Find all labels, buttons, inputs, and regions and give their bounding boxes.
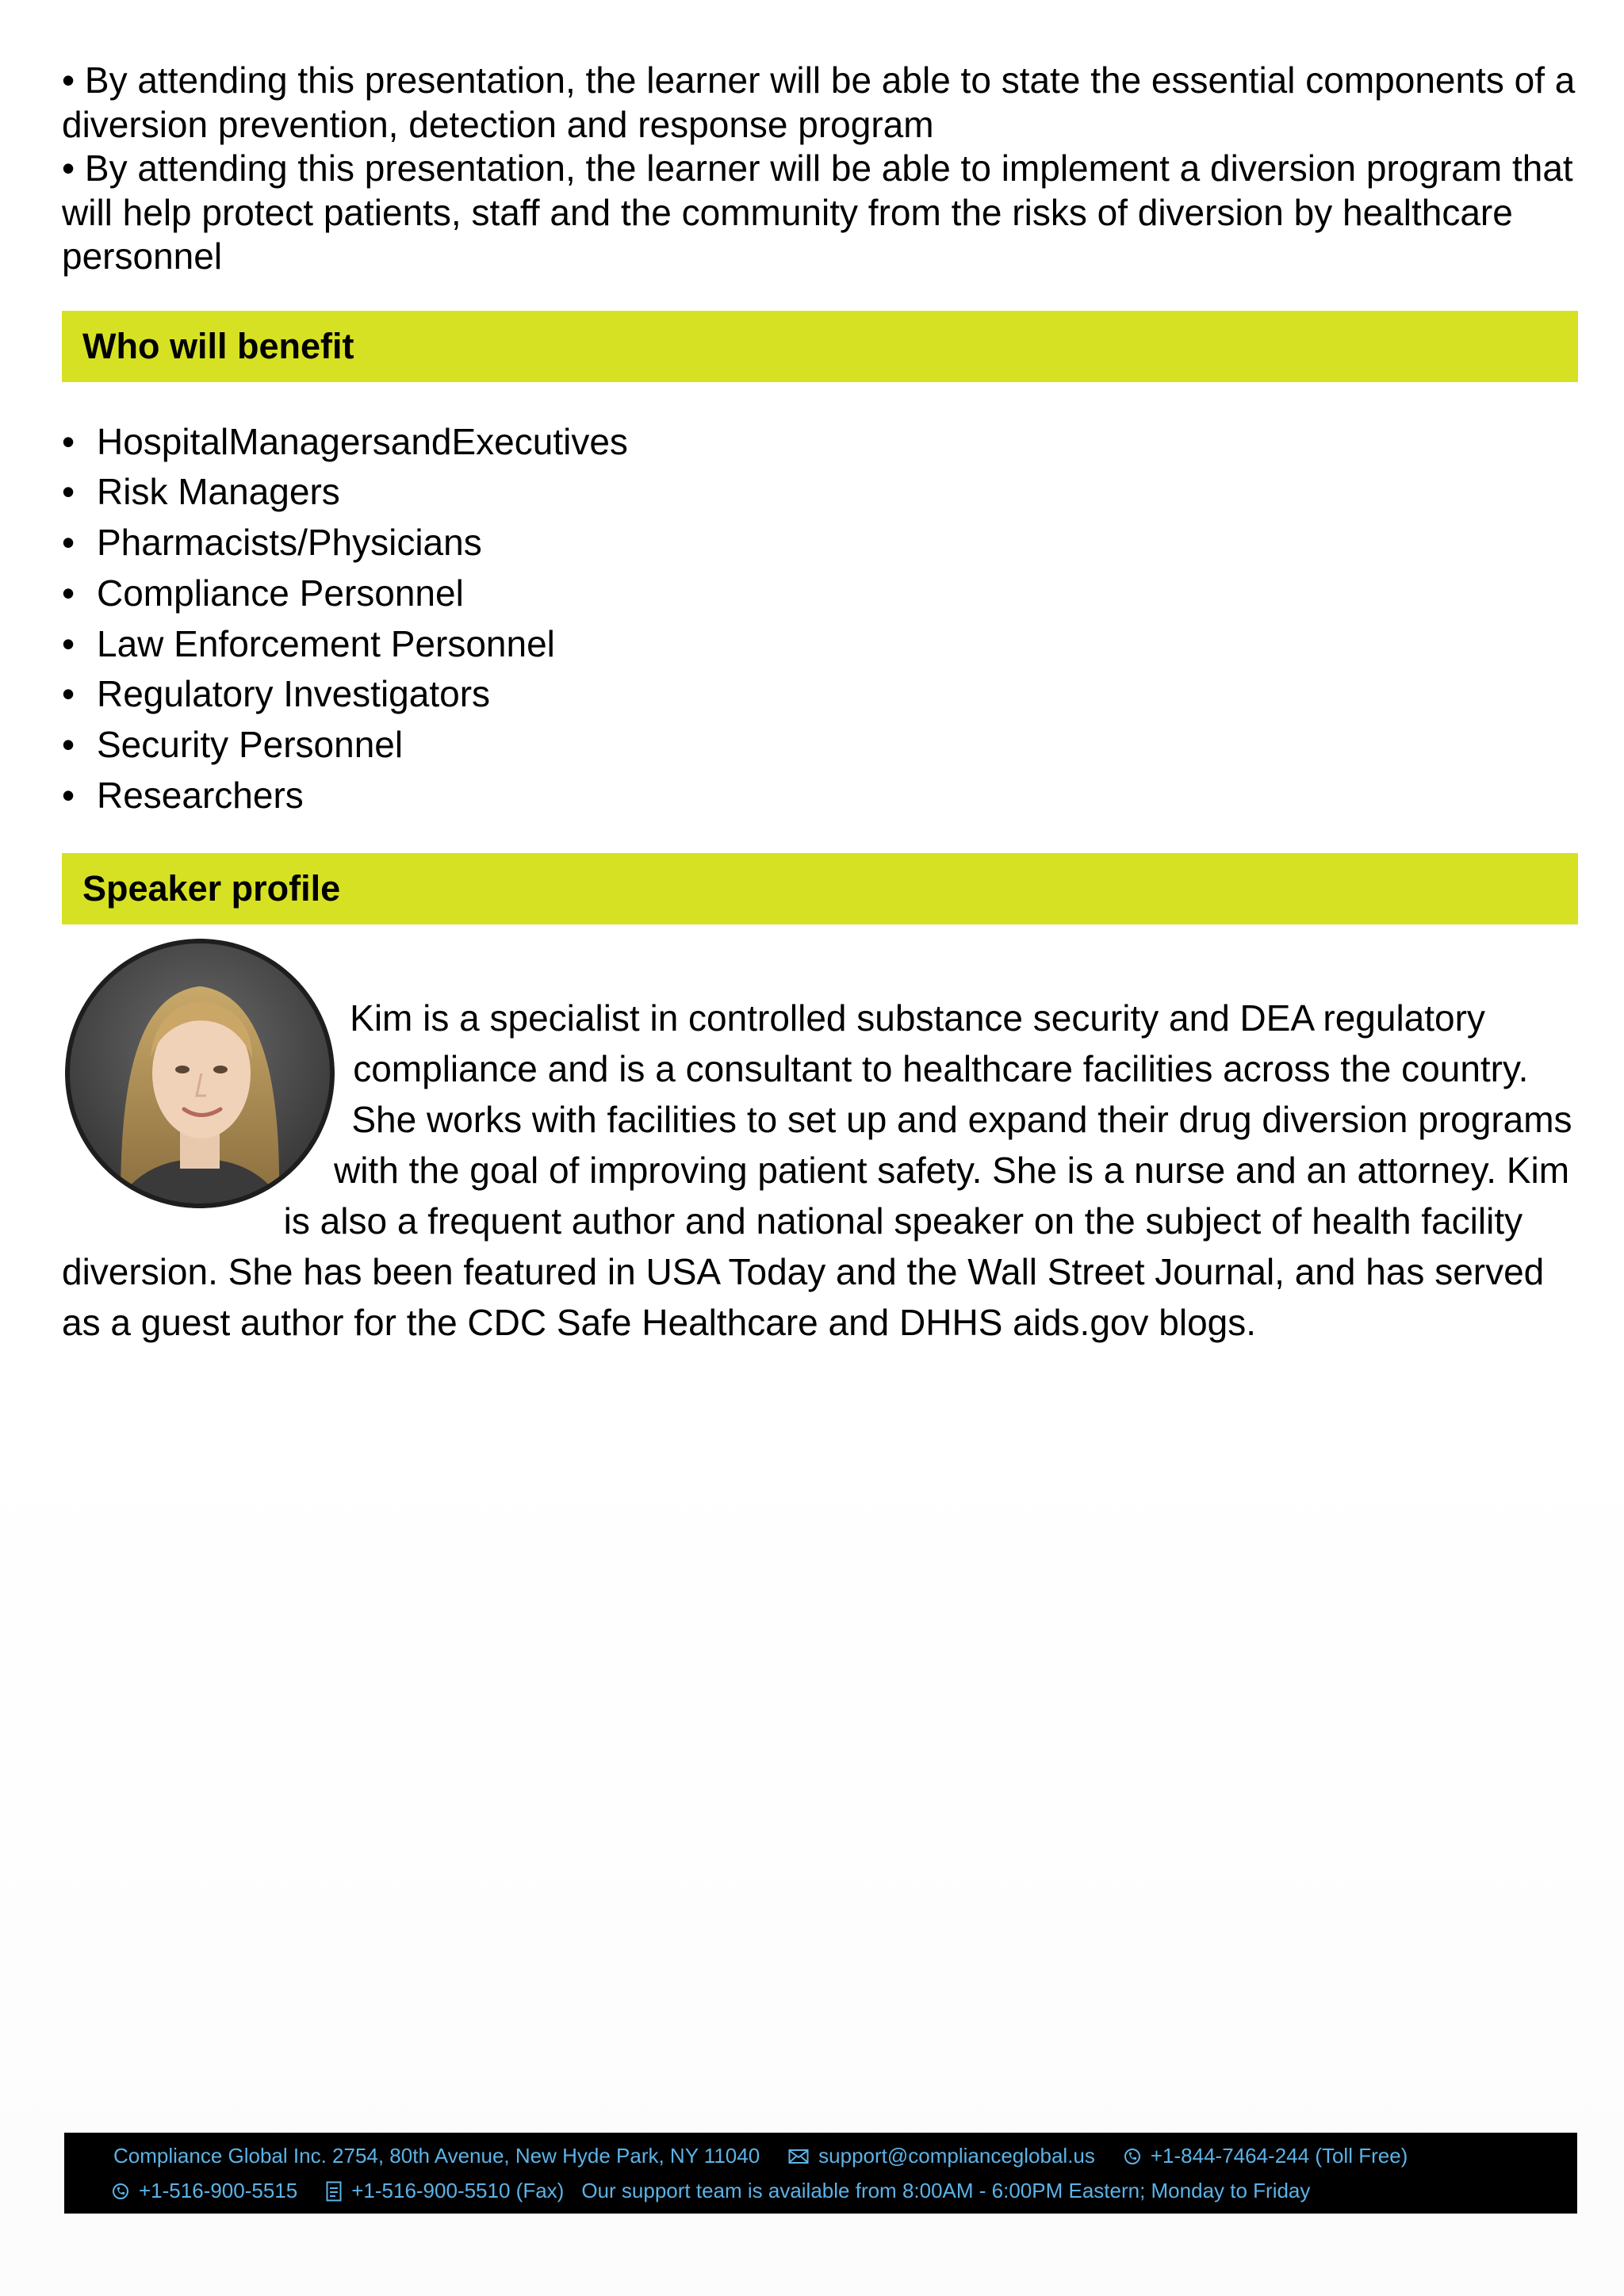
footer-address: Compliance Global Inc. 2754, 80th Avenue, New Hyde Park, NY 11040 — [113, 2144, 760, 2168]
who-will-benefit-header: Who will benefit — [62, 311, 1578, 382]
speaker-profile — [62, 939, 1578, 1348]
benefit-item-label: HospitalManagersandExecutives — [97, 420, 628, 462]
bullet: • — [62, 572, 75, 614]
benefit-item-label: Regulatory Investigators — [97, 673, 491, 715]
benefit-item — [62, 467, 1578, 518]
contact-footer — [64, 2133, 1577, 2214]
phone-icon — [1124, 2148, 1141, 2165]
speaker-bio: Kim is a specialist in controlled substance security and DEA regulatory compliance and is a consultant to healthcare facilities across the country. She works with facilities to set up and expand their drug diversion programs with the goal of improving patient safety. She is a nurse and an attorney. Kim is also a frequent author and national speaker on the subject of health facility diversion. She has been featured in USA Today and the Wall Street Journal, and has served as a guest author for the CDC Safe Healthcare and DHHS aids.gov blogs. — [62, 997, 1572, 1343]
benefit-item-label: Law Enforcement Personnel — [97, 622, 555, 664]
email-icon — [788, 2149, 809, 2164]
footer-hours: Our support team is available from 8:00AM - 6:00PM Eastern; Monday to Friday — [581, 2179, 1311, 2202]
benefit-item-label: Pharmacists/Physicians — [97, 522, 482, 564]
footer-fax — [326, 2179, 564, 2203]
fax-icon — [326, 2181, 342, 2202]
learning-objectives — [62, 59, 1578, 279]
footer-toll-free-text: +1-844-7464-244 (Toll Free) — [1150, 2144, 1408, 2168]
benefit-item — [62, 518, 1578, 568]
bullet: • — [62, 775, 75, 817]
benefit-item — [62, 771, 1578, 821]
speaker-photo — [65, 939, 335, 1208]
footer-phone — [112, 2179, 297, 2203]
bullet: • — [62, 420, 75, 462]
phone-icon — [112, 2183, 129, 2200]
benefit-item — [62, 720, 1578, 771]
benefit-item-label: Researchers — [97, 775, 304, 817]
benefit-item — [62, 417, 1578, 468]
benefit-item-label: Security Personnel — [97, 724, 404, 766]
footer-phone-text: +1-516-900-5515 — [139, 2179, 298, 2202]
document-page — [62, 59, 1578, 1348]
bullet: • — [62, 622, 75, 664]
benefit-item — [62, 669, 1578, 720]
benefit-item-label: Risk Managers — [97, 471, 340, 513]
benefit-list — [62, 417, 1578, 821]
footer-email[interactable] — [788, 2144, 1095, 2168]
footer-fax-text: +1-516-900-5510 (Fax) — [351, 2179, 565, 2202]
benefit-item — [62, 568, 1578, 619]
bullet: • — [62, 724, 75, 766]
footer-row-2 — [112, 2179, 1339, 2203]
bullet: • — [62, 471, 75, 513]
footer-email-text[interactable]: support@complianceglobal.us — [818, 2144, 1095, 2168]
bullet: • — [62, 522, 75, 564]
speaker-photo-image — [65, 939, 335, 1208]
bullet: • — [62, 673, 75, 715]
speaker-profile-header: Speaker profile — [62, 853, 1578, 924]
objective-item: • By attending this presentation, the learner will be able to implement a diversion program that will help protect patients, staff and the community from the risks of diversion by healthcare personnel — [62, 147, 1573, 277]
footer-row-1 — [113, 2144, 1436, 2168]
footer-toll-free — [1124, 2144, 1408, 2168]
benefit-item — [62, 619, 1578, 670]
benefit-item-label: Compliance Personnel — [97, 572, 464, 614]
objective-item: • By attending this presentation, the learner will be able to state the essential components of a diversion prevention, detection and response program — [62, 59, 1576, 145]
